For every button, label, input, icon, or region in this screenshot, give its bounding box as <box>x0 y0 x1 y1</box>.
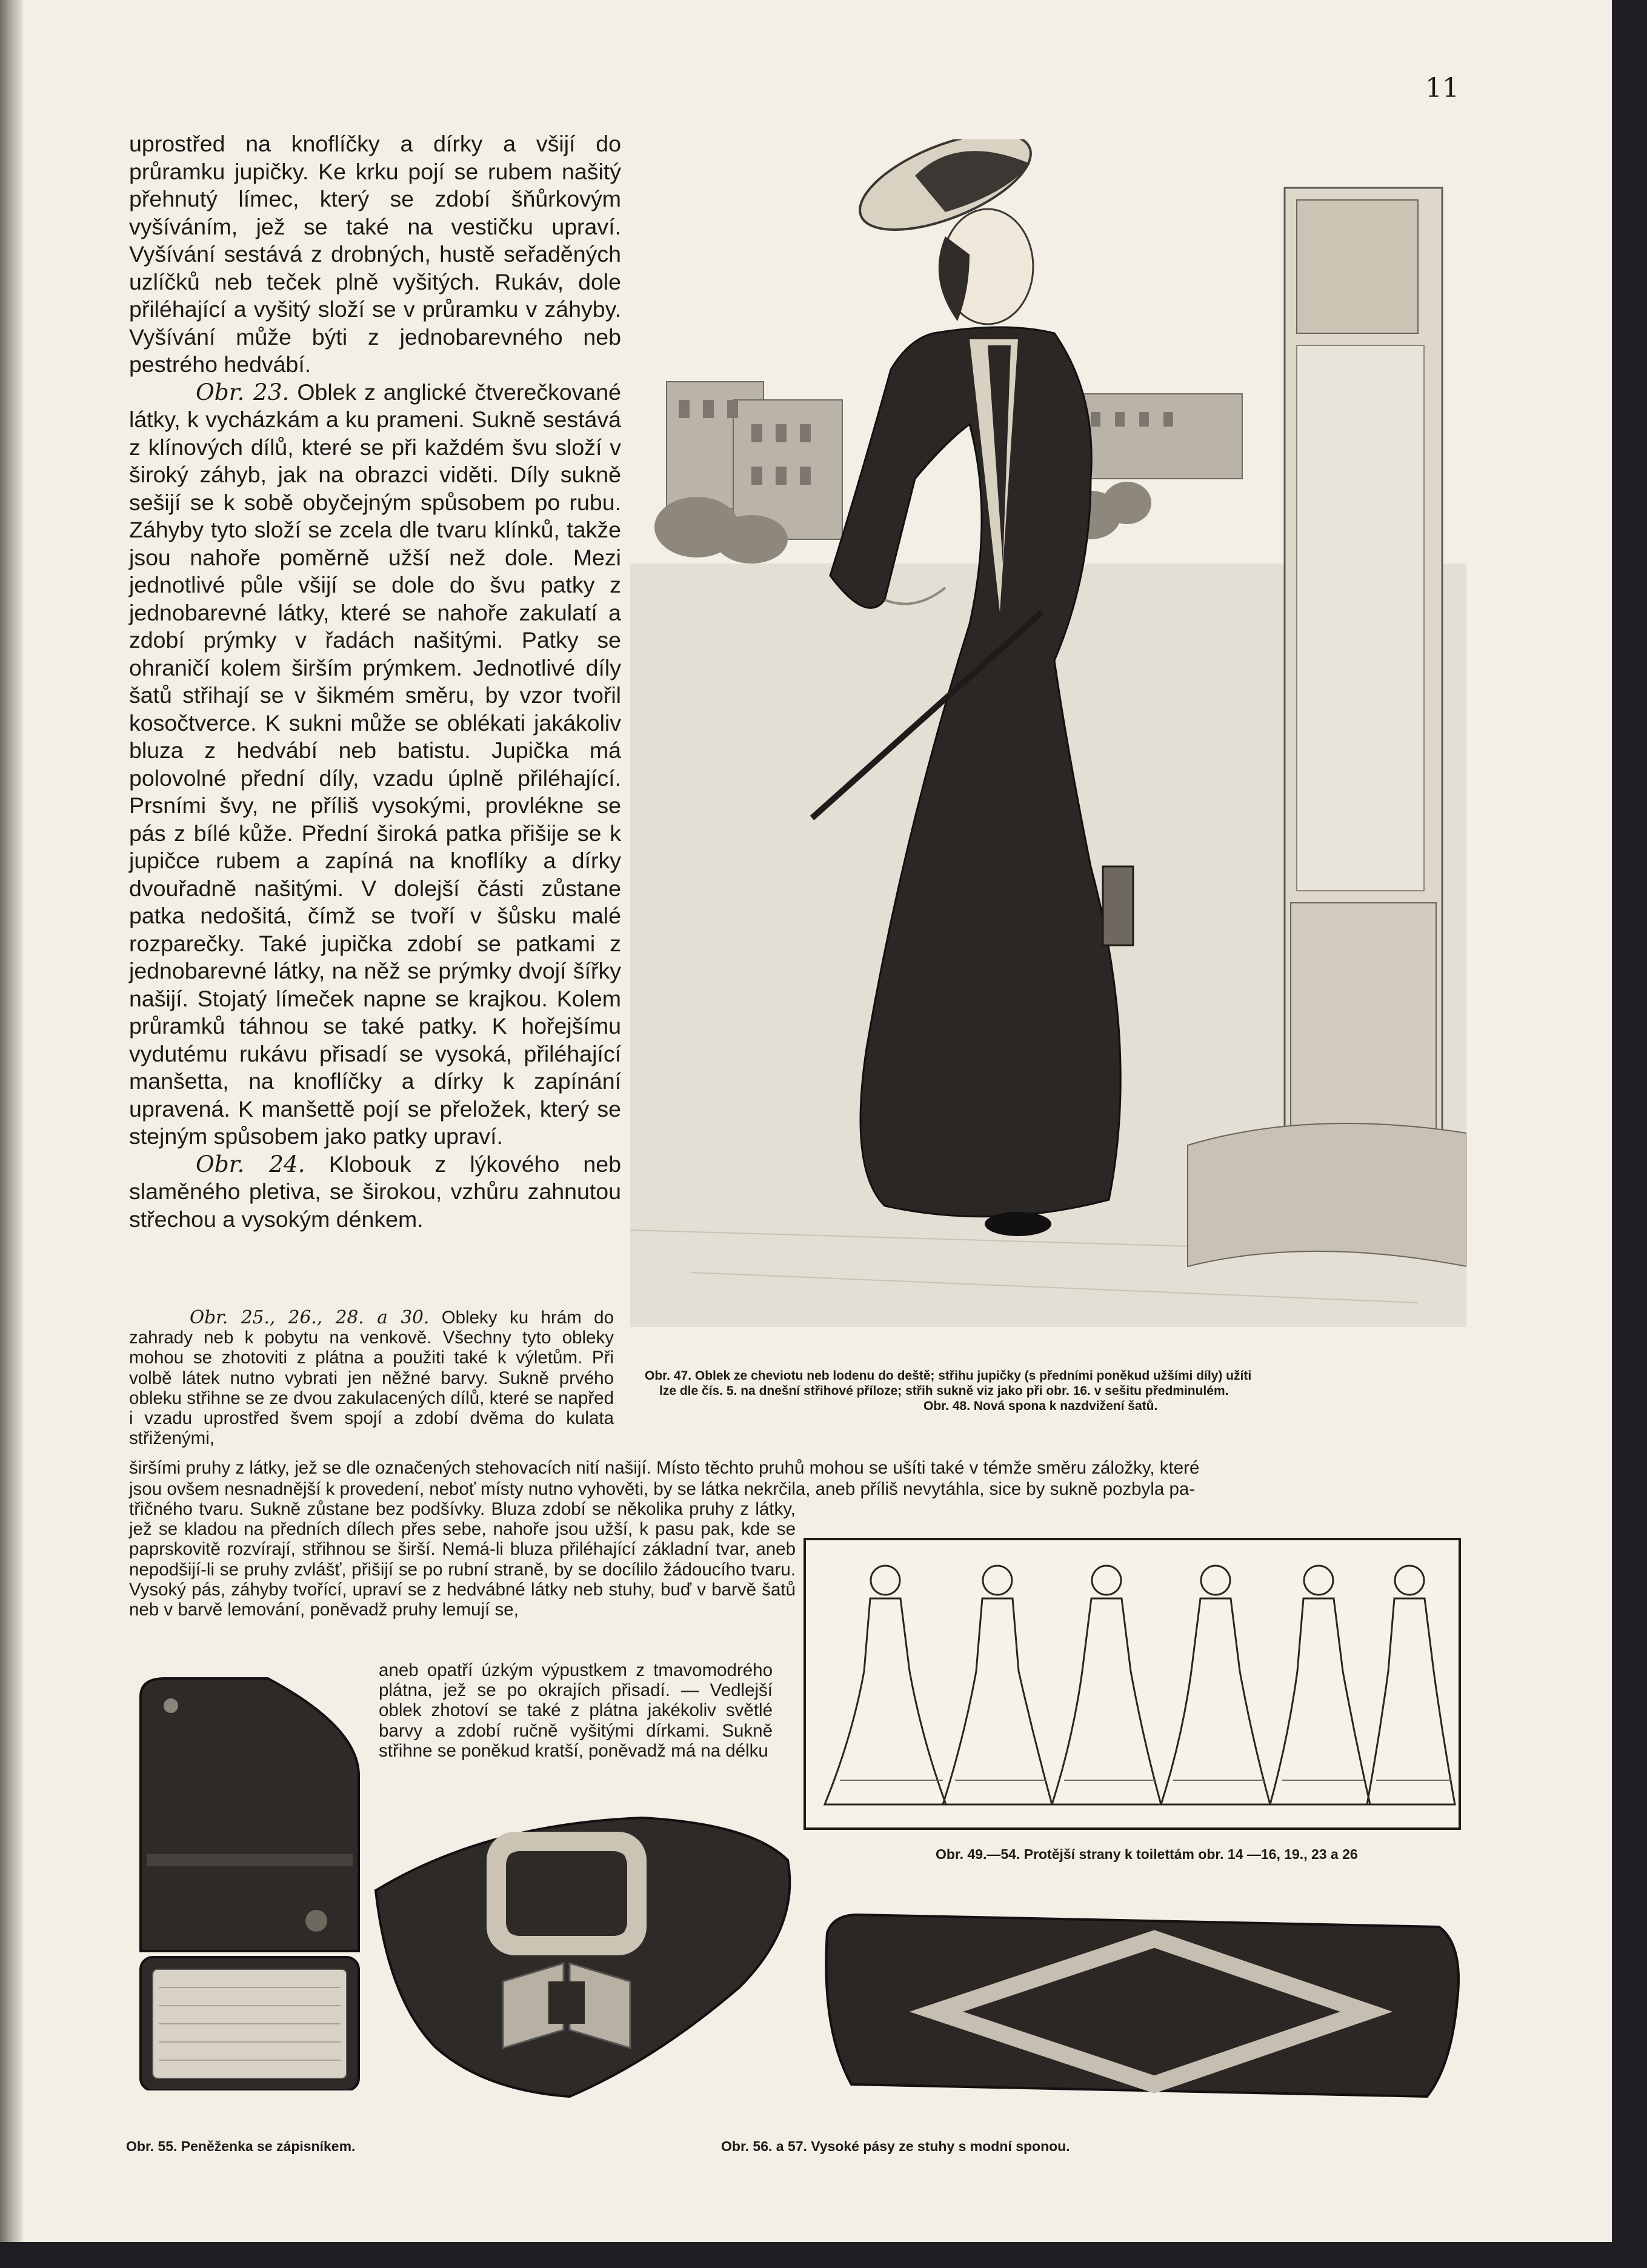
illustration-wallet-notebook <box>128 1672 371 2090</box>
wide-line-1: širšími pruhy z látky, jež se dle označených stehovacích nití našijí. Místo těchto pruhů mohou se ušíti také v témže směru záložky, které <box>129 1458 1200 1478</box>
illustration-woman-rain-suit <box>630 139 1466 1351</box>
book-spine-shadow <box>0 0 23 2242</box>
small-text-a: Obleky ku hrám do zahrady neb k pobytu na venkově. Všechny tyto obleky mohou se zhotoviti z plátna a použiti také k výletům. Při volbě látek nutno vybrati jen něžné barvy. Sukně prvého obleku střihne se ze dvou zakulacených dílů, které se napřed i vzadu uprostřed švem spojí a zdobí dvěma do kulata střiženými, <box>129 1308 614 1449</box>
small-text-block-b: třičného tvaru. Sukně zůstane bez podšívky. Bluza zdobí se několika pruhy z látky, jež se kladou na předních dílech přes sebe, nahoře jsou užší, k pasu pak, kde se paprskovitě rozvírají, střihnou se širší. Nemá-li bluza přiléhající základní tvar, aneb nepodšijí-li se pruhy zvlášť, přišijí se po rubní straně, by se docílilo žádoucího tvaru. Vysoký pás, záhyby tvořící, upraví se z hedvábné látky neb stuhy, buď v barvě šatů neb v barvě lemování, poněvadž pruhy lemují se, <box>129 1499 796 1620</box>
page-number: 11 <box>1425 73 1459 104</box>
caption-fig-47 <box>645 1368 1469 1414</box>
obr-24-text: Klobouk z lýkového neb slaměného pletiva, se širokou, vzhůru zahnutou střechou a vysokým dénkem. <box>129 1151 621 1232</box>
caption-fig-56-57: Obr. 56. a 57. Vysoké pásy ze stuhy s modní sponou. <box>721 2138 1070 2154</box>
small-text-block-a <box>129 1308 614 1448</box>
wide-line-2: jsou ovšem nesnadnější k provedení, neboť místy nutno vyhověti, by se látka nekrčila, aneb příliš nevytáhla, sice by sukně pozbyla pa- <box>129 1479 1196 1499</box>
caption-fig-49-54: Obr. 49.—54. Protější strany k toilettám obr. 14 —16, 19., 23 a 26 <box>936 1846 1358 1862</box>
illustration-long-belt <box>815 1909 1469 2109</box>
small-text-block-c: aneb opatří úzkým výpustkem z tmavomodrého plátna, jež se po okrajích přisadí. — Vedlejší oblek zhotoví se také z plátna jakékoliv světlé barvy a zdobí ručně vyšitými dírkami. Sukně střihne se poněkud kratší, poněvadž má na délku <box>379 1660 773 1761</box>
paragraph-intro: uprostřed na knoflíčky a dírky a všijí do průramku jupičky. Ke krku pojí se rubem našitý přehnutý límec, který se zdobí šňůrkovým vyšíváním, jež se také na vestičku upraví. Vyšívání sestává z drobných, hustě seřaděných uzlíčků neb teček plně vyšitých. Rukáv, dole přiléhající a vyšitý složí se v průramku v záhyby. Vyšívání může býti z jednobarevného neb pestrého hedvábí. <box>129 131 621 377</box>
obr-25-label: Obr. 25., 26., 28. a 30. <box>190 1307 430 1328</box>
caption-fig-48: Obr. 48. Nová spona k nazdvižení šatů. <box>923 1399 1158 1413</box>
caption-fig-47-line-2: lze dle čís. 5. na dnešní střihové příloze; střih sukně viz jako při obr. 16. v sešitu předminulém. <box>659 1384 1229 1398</box>
paragraph-obr-24 <box>129 1151 621 1234</box>
main-text-column <box>129 130 621 1233</box>
obr-23-label: Obr. 23. <box>196 378 290 405</box>
paragraph-obr-23 <box>129 379 621 1151</box>
obr-24-label: Obr. 24. <box>196 1150 305 1177</box>
obr-23-text: Oblek z anglické čtverečkované látky, k vycházkám a ku prameni. Sukně sestává z klínových dílů, které se při každém švu složí v široký záhyb, jak na obrazci viděti. Díly sukně sešijí se k sobě obyčejným spůsobem po rubu. Záhyby tyto složí se zcela dle tvaru klínků, takže jsou nahoře poměrně užší než dole. Mezi jednotlivé půle všijí se dole do švu patky z jednobarevné látky, které se nahoře zakulatí a zdobí prýmky v řadách našitými. Patky se ohraničí kolem širším prýmkem. Jednotlivé díly šatů střihají se v šikmém směru, by vzor tvořil kosočtverce. K sukni může se oblékati jakákoliv bluza z hedvábí neb batistu. Jupička má polovolné přední díly, vzadu úplně přiléhající. Prsními švy, ne příliš vysokými, provlékne se pás z bílé kůže. Přední široká patka přišije se k jupičce rubem a zapíná na knoflíky a dírky dvouřadně našitými. V dolejší části zůstane patka nedošitá, čímž se tvoří v šůsku malé rozparečky. Také jupička zdobí se patkami z jednobarevné látky, na něž se prýmky dvojí šířky našijí. Stojatý límeček napne se krajkou. Kolem průramků táhnou se také patky. K hořejšímu vydutému rukávu přisadí se vysoká, přiléhající manšetta, na knoflíčky a dírky k zapínání upravená. K manšettě pojí se přeložek, který se stejným spůsobem jako patky upraví. <box>129 379 621 1149</box>
caption-fig-55: Obr. 55. Peněženka se zápisníkem. <box>126 2138 356 2154</box>
illustration-belt-buckle <box>364 1806 800 2121</box>
caption-fig-47-line-1: Obr. 47. Oblek ze cheviotu neb lodenu do deště; střihu jupičky (s předními poněkud užšími díly) užíti <box>645 1369 1252 1383</box>
illustration-dress-sketches <box>804 1538 1461 1830</box>
